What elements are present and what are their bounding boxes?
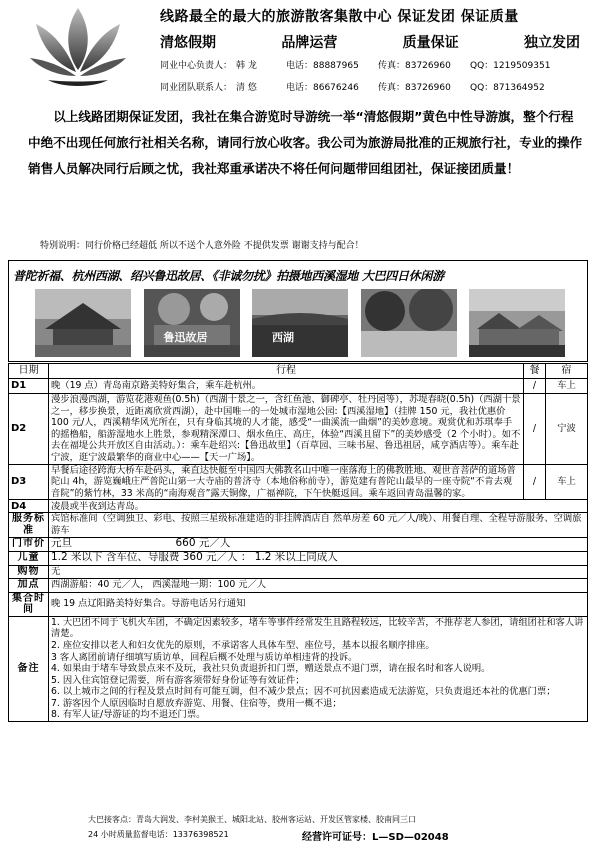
remarks-label: 备注 <box>9 616 49 721</box>
table-row <box>9 592 588 616</box>
table-row <box>9 464 588 500</box>
stay-cell: 车上 <box>546 464 588 500</box>
header-day: 日期 <box>9 364 49 379</box>
quality-hotline: 24 小时质量监督电话：13376398521 <box>88 830 229 839</box>
day-cell: D4 <box>9 500 49 513</box>
day-cell: D2 <box>9 394 49 465</box>
header-meal: 餐 <box>524 364 546 379</box>
itinerary-cell: 早餐后途径跨海大桥车赴码头，乘直达快艇至中国四大佛教名山中唯一座落海上的佛教胜地、观世音菩萨的道场普陀山 4h，游览巍峨庄严普陀山第一大寺庙的普济寺（本地俗称前寺），游览建有普陀山最早的一座寺院“不肯去观音院”的紫竹林，33 米高的“南海观音”露天铜像，广福禅院，下午快艇返回。乘车返回青岛温馨的家。 <box>49 464 524 500</box>
photo-caption: 鲁迅故居 <box>163 331 208 344</box>
lotus-logo-icon <box>28 4 128 92</box>
row-label: 服务标准 <box>9 513 49 537</box>
remark-item: 3 客人离团前请仔细填写质访单，回程后概不处理与质访单相违背的投诉。 <box>51 651 358 663</box>
row-label: 购物 <box>9 565 49 578</box>
contact-name: 韩 龙 <box>236 61 257 71</box>
remark-item: 7. 游客因个人原因临时自愿放弃游览、用餐、住宿等，费用一概不退； <box>51 697 342 709</box>
row-value: 宾馆标准间（空调独卫、彩电、按照三星级标准建造的非挂牌酒店自 然单房差 60 元／人/晚）、用餐自理、全程导游服务、空调旅游车 <box>49 513 588 537</box>
meal-cell: / <box>524 394 546 465</box>
meal-cell: / <box>524 379 546 394</box>
photo-west-lake <box>252 289 348 357</box>
pickup-points: 大巴接客点：青岛大润发、李村美猴王、城阳北站、胶州客运站、开发区管家楼、胶南同三口 <box>88 815 416 824</box>
special-note: 特别说明：同行价格已经超低 所以不送个人意外险 不提供发票 谢谢支持与配合！ <box>40 241 364 251</box>
remark-item: 5. 因入住宾馆登记需要，所有游客须带好身份证等有效证件； <box>51 674 305 686</box>
itinerary-cell: 凌晨或半夜到达青岛。 <box>49 500 588 513</box>
row-label: 加点 <box>9 578 49 592</box>
table-row <box>9 379 588 394</box>
remark-item: 8. 有军人证/导游证的均不退还门票。 <box>51 709 206 721</box>
photo-caption: 西湖 <box>272 331 294 344</box>
itinerary-table <box>8 363 588 722</box>
tour-title: 普陀祈福、杭州西湖、绍兴鲁迅故居、《非诚勿扰》拍摄地西溪湿地 大巴四日休闲游 <box>13 269 444 283</box>
contact-label: 同业中心负责人： <box>160 61 233 71</box>
footer <box>0 812 595 842</box>
row-label: 门市价 <box>9 537 49 551</box>
feature-item: 独立发团 <box>523 35 580 51</box>
header-itinerary: 行程 <box>49 364 524 379</box>
itinerary-cell: 漫步浪漫西湖，游览花港观鱼(0.5h)（西湖十景之一，含红鱼池、御碑亭、牡丹园等），苏堤春晓(0.5h)（西湖十景之一，移步换景，近距离欣赏西湖），赴中国唯一的一处城市湿地公园:【西溪湿地】（挂牌 150 元，我社优惠价 100 元/人，西溪精华风光所在，只有身临其境的人才能，感受“一曲溪流一曲烟”的美妙意境。观赏优和苏琪奉手的摇橹船，船游湿地水上胜景，参观精深潭口、烟水鱼庄、高庄，体验“西溪且留下”的美妙感受（2 个小时）。如不去在福堤公共开放区自由活动。）：乘车赴绍兴:【鲁迅故里】（百草园、三味书屋、鲁迅祖居，咸亨酒店等）。乘车赴宁波，逛宁波最繁华的商业中心——【天一广场】。 <box>49 394 524 465</box>
contact-phone: 电话：86676246 <box>286 83 359 93</box>
remarks-cell <box>49 616 588 721</box>
contact-fax: 传真：83726960 <box>378 83 451 93</box>
table-header-row <box>9 364 588 379</box>
photo-temple <box>35 289 131 357</box>
table-row <box>9 565 588 578</box>
photo-xixi-wetland <box>361 289 457 357</box>
feature-item: 品牌运营 <box>281 35 338 51</box>
row-value: 晚 19 点辽阳路美特好集合。导游电话另行通知 <box>49 592 588 616</box>
stay-cell: 宁波 <box>546 394 588 465</box>
feature-item: 质量保证 <box>402 35 459 51</box>
row-value: 1.2 米以下 含车位、导服费 360 元／人 ： 1.2 米以上同成人 <box>49 551 588 565</box>
day-cell: D3 <box>9 464 49 500</box>
contact-name: 清 悠 <box>236 83 257 93</box>
contact-row <box>160 80 545 93</box>
table-row <box>9 551 588 565</box>
remark-item: 2. 座位安排以老人和妇女优先的原则，不承诺客人具体车型、座位号，基本以报名顺序排座。 <box>51 639 435 651</box>
tour-banner <box>8 260 588 362</box>
photo-luxun-residence <box>144 289 240 357</box>
contact-qq: QQ：1219509351 <box>470 61 551 71</box>
stay-cell: 车上 <box>546 379 588 394</box>
row-label: 儿童 <box>9 551 49 565</box>
photo-putuo-town <box>469 289 565 357</box>
feature-item: 清悠假期 <box>160 35 216 51</box>
table-row <box>9 513 588 537</box>
contact-label: 同业团队联系人： <box>160 83 233 93</box>
row-value: 无 <box>49 565 588 578</box>
contact-fax: 传真：83726960 <box>378 61 451 71</box>
remark-item: 1. 大巴团不同于飞机火车团，不确定因素较多，堵车等事件经常发生且路程较远，比较辛苦，不推荐老人参团，请组团社和客人讲清楚。 <box>51 616 584 640</box>
table-row <box>9 616 588 721</box>
header-stay: 宿 <box>546 364 588 379</box>
contact-phone: 电话：88887965 <box>286 61 359 71</box>
license-number: 经营许可证号：L—SD—02048 <box>302 832 449 842</box>
row-value: 元旦 660 元／人 <box>49 537 588 551</box>
contact-qq: QQ：871364952 <box>470 83 545 93</box>
feature-list <box>160 32 580 52</box>
remark-item: 4. 如果由于堵车导致景点来不及玩，我社只负责退折扣门票，赠送景点不退门票，请在报名时和客人说明。 <box>51 663 491 675</box>
day-cell: D1 <box>9 379 49 394</box>
table-row <box>9 394 588 465</box>
table-row <box>9 537 588 551</box>
contact-row <box>160 58 550 71</box>
row-label: 集合时间 <box>9 592 49 616</box>
itinerary-cell: 晚（19 点）青岛南京路美特好集合，乘车赴杭州。 <box>49 379 524 394</box>
photo-strip <box>35 289 565 357</box>
intro-paragraph: 以上线路团期保证发团，我社在集合游览时导游统一举“清悠假期”黄色中性导游旗，整个行程中绝不出现任何旅行社相关名称，请同行放心收客。我公司为旅游局批准的正规旅行社，专业的操作销售人员解决同行后顾之忧，我社郑重承诺决不将任何问题带回组团社，保证接团质量！ <box>28 109 583 176</box>
table-row <box>9 578 588 592</box>
meal-cell: / <box>524 464 546 500</box>
row-value: 西湖游船：40 元／人， 西溪湿地一期：100 元／人 <box>49 578 588 592</box>
table-row <box>9 500 588 513</box>
slogan: 线路最全的最大的旅游散客集散中心 保证发团 保证质量 <box>160 9 519 25</box>
header <box>0 0 595 96</box>
remark-item: 6. 以上城市之间的行程及景点时间有可能互调，但不减少景点；因不可抗因素造成无法游览，只负责退还本社的优惠门票； <box>51 686 556 698</box>
